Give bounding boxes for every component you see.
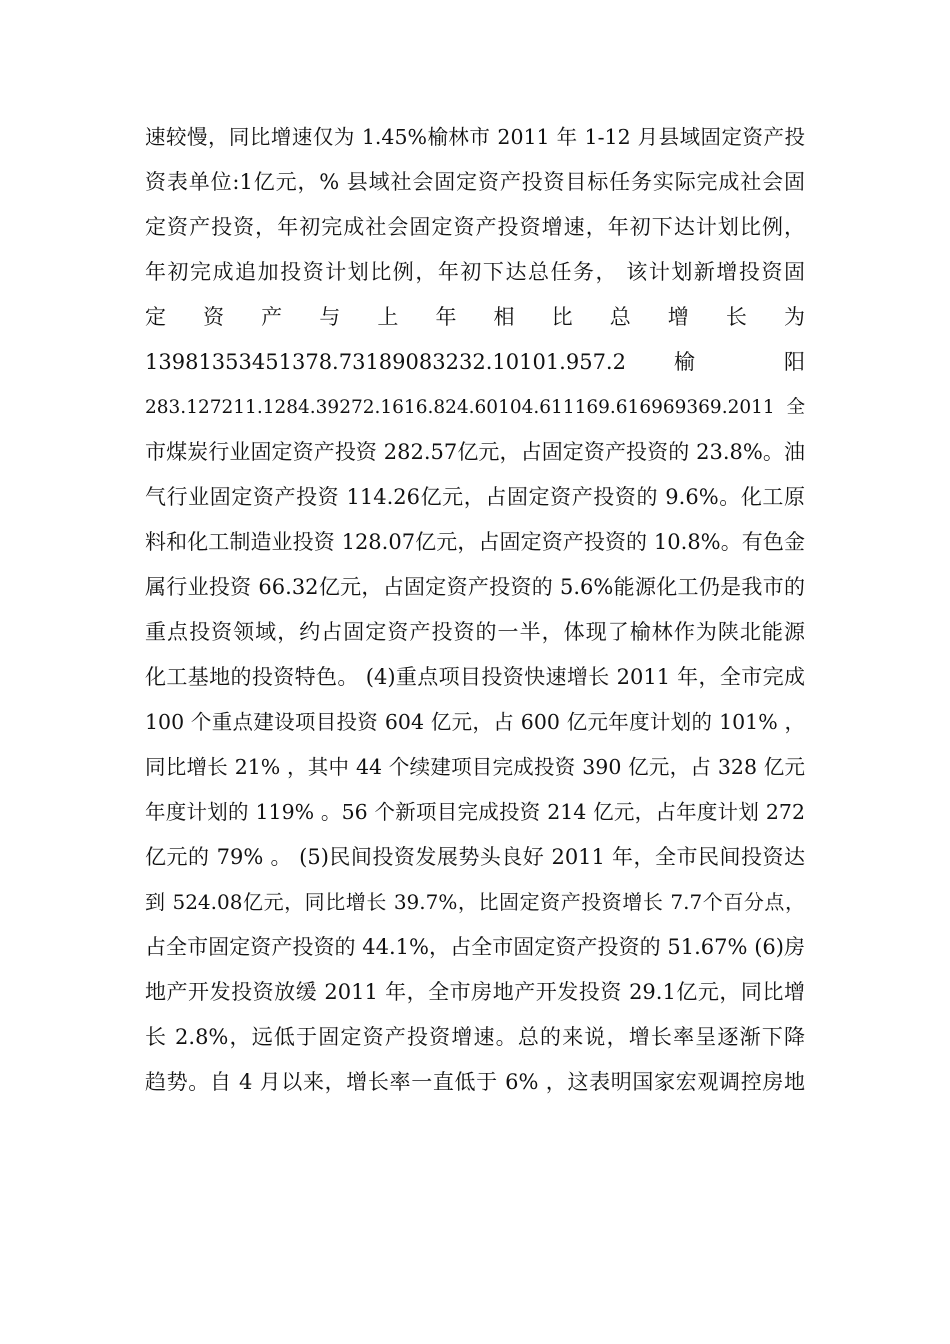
- text-line-9: 气行业固定资产投资 114.26亿元，占固定资产投资的 9.6%。化工原: [145, 485, 805, 509]
- text-line-2: 资表单位:1亿元，% 县域社会固定资产投资目标任务实际完成社会固: [145, 170, 805, 194]
- text-line-6: 13981353451378.73189083232.10101.957.2 榆 阳: [145, 350, 805, 374]
- text-line-22: 趋势。自 4 月以来，增长率一直低于 6% ，这表明国家宏观调控房地: [145, 1070, 805, 1094]
- text-line-12: 重点投资领域，约占固定资产投资的一半，体现了榆林作为陕北能源: [145, 620, 805, 644]
- text-line-16: 年度计划的 119% 。56 个新项目完成投资 214 亿元，占年度计划 272: [145, 800, 805, 824]
- text-line-13: 化工基地的投资特色。 (4)重点项目投资快速增长 2011 年，全市完成: [145, 665, 805, 689]
- text-line-1: 速较慢，同比增速仅为 1.45%榆林市 2011 年 1-12 月县域固定资产投: [145, 125, 805, 149]
- text-line-8: 市煤炭行业固定资产投资 282.57亿元，占固定资产投资的 23.8%。油: [145, 440, 805, 464]
- text-line-19: 占全市固定资产投资的 44.1%，占全市固定资产投资的 51.67% (6)房: [145, 935, 805, 959]
- text-line-20: 地产开发投资放缓 2011 年，全市房地产开发投资 29.1亿元，同比增: [145, 980, 805, 1004]
- text-line-3: 定资产投资，年初完成社会固定资产投资增速，年初下达计划比例，: [145, 215, 805, 239]
- text-line-18: 到 524.08亿元，同比增长 39.7%，比固定资产投资增长 7.7个百分点，: [145, 890, 805, 914]
- text-line-15: 同比增长 21% ，其中 44 个续建项目完成投资 390 亿元，占 328 亿元: [145, 755, 805, 779]
- text-line-7: 283.127211.1284.39272.1616.824.60104.611169.616969369.2011全: [145, 397, 805, 418]
- text-line-10: 料和化工制造业投资 128.07亿元，占固定资产投资的 10.8%。有色金: [145, 530, 805, 554]
- text-line-17: 亿元的 79% 。 (5)民间投资发展势头良好 2011 年，全市民间投资达: [145, 845, 805, 869]
- body-text: [145, 115, 805, 1105]
- text-line-11: 属行业投资 66.32亿元，占固定资产投资的 5.6%能源化工仍是我市的: [145, 575, 805, 599]
- text-line-21: 长 2.8%，远低于固定资产投资增速。总的来说，增长率呈逐渐下降: [145, 1025, 805, 1049]
- text-line-4: 年初完成追加投资计划比例，年初下达总任务， 该计划新增投资固: [145, 260, 805, 284]
- text-line-5: 定 资 产 与 上 年 相 比 总 增 长 为: [145, 305, 805, 329]
- text-line-14: 100 个重点建设项目投资 604 亿元，占 600 亿元年度计划的 101% ，: [145, 710, 805, 734]
